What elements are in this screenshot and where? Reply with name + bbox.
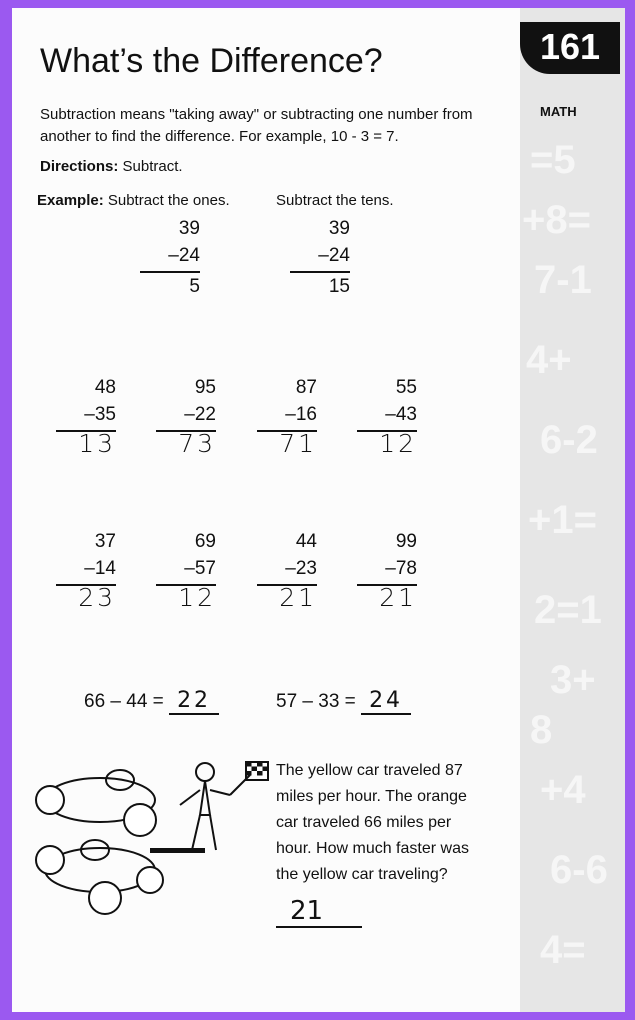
word-problem-answer: 21 (276, 896, 362, 928)
equation-text: 66 – 44 = (84, 691, 164, 712)
top-number: 87 (295, 377, 317, 398)
handwritten-answer: 21 (379, 583, 417, 612)
bottom-number: –43 (385, 404, 417, 425)
problem-7 (257, 528, 317, 610)
top-number: 37 (94, 531, 116, 552)
handwritten-answer: 21 (279, 583, 317, 612)
handwritten-answer: 71 (279, 429, 317, 458)
bottom-number: –35 (84, 404, 116, 425)
bottom-number: –16 (285, 404, 317, 425)
directions-text: Subtract. (118, 158, 183, 175)
example-problem-tens (290, 215, 350, 300)
top-number: 48 (94, 377, 116, 398)
intro-text: Subtraction means "taking away" or subtracting one number from another to find the difference. For example, 10 - 3 = 7. (40, 106, 473, 145)
equation-answer: 24 (361, 688, 411, 715)
answer: 5 (189, 276, 200, 297)
handwritten-answer: 13 (78, 429, 116, 458)
directions-label: Directions: (40, 158, 119, 175)
page-title: What’s the Difference? (40, 42, 383, 80)
race-cars-illustration (20, 760, 270, 930)
top-number: 95 (194, 377, 216, 398)
top-number: 39 (178, 218, 200, 239)
top-number: 69 (194, 531, 216, 552)
word-problem: The yellow car traveled 87 miles per hour. The orange car traveled 66 miles per hour. How much faster was the yellow car traveling? (276, 762, 469, 883)
problem-4 (357, 374, 417, 456)
example-ones-text: Subtract the ones. (103, 192, 230, 209)
bottom-number: –24 (318, 245, 350, 266)
handwritten-answer: 73 (178, 429, 216, 458)
equation-2 (276, 688, 411, 715)
problem-8 (357, 528, 417, 610)
equation-text: 57 – 33 = (276, 691, 356, 712)
bottom-number: –78 (385, 558, 417, 579)
answer: 15 (328, 276, 350, 297)
section-label: MATH (540, 104, 577, 119)
top-number: 39 (328, 218, 350, 239)
equation-answer: 22 (169, 688, 219, 715)
page-number: 161 (540, 26, 601, 67)
top-number: 44 (295, 531, 317, 552)
example-tens-text: Subtract the tens. (276, 192, 394, 209)
top-number: 55 (395, 377, 417, 398)
handwritten-answer: 12 (379, 429, 417, 458)
side-decoration: =5 +8= 7-1 4+ 6-2 +1= 2=1 3+ 8 +4 6-6 4= (520, 8, 625, 1012)
directions (40, 158, 183, 175)
example-ones (37, 192, 230, 209)
problem-6 (156, 528, 216, 610)
bottom-number: –23 (285, 558, 317, 579)
example-label: Example: (37, 192, 104, 209)
handwritten-answer: 12 (178, 583, 216, 612)
bottom-number: –57 (184, 558, 216, 579)
problem-2 (156, 374, 216, 456)
example-problem-ones (140, 215, 200, 300)
bottom-number: –24 (168, 245, 200, 266)
equation-1 (84, 688, 219, 715)
problem-5 (56, 528, 116, 610)
top-number: 99 (395, 531, 417, 552)
bottom-number: –14 (84, 558, 116, 579)
problem-3 (257, 374, 317, 456)
handwritten-answer: 23 (78, 583, 116, 612)
problem-1 (56, 374, 116, 456)
bottom-number: –22 (184, 404, 216, 425)
